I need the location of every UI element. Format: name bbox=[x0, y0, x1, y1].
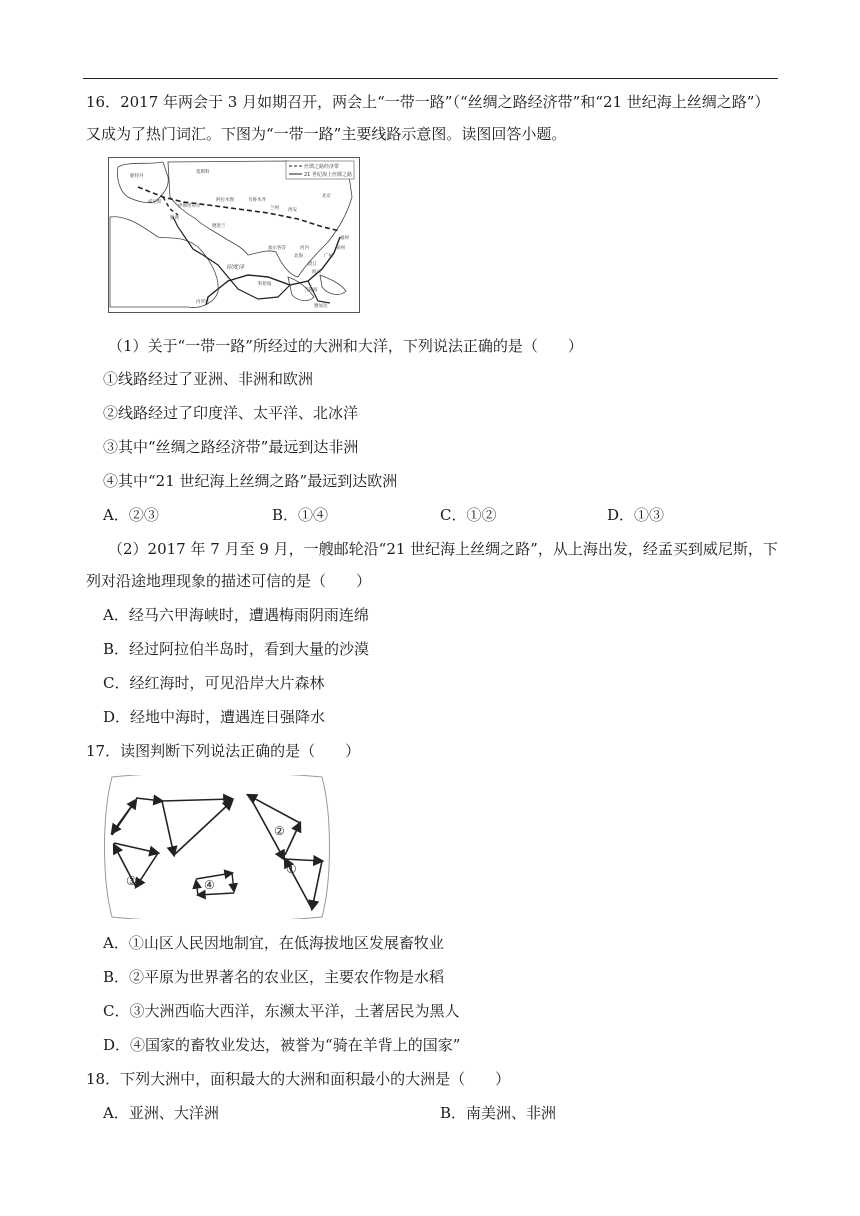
q17-stem: 17．读图判断下列说法正确的是（ ） bbox=[86, 742, 361, 760]
map-label: 北海 bbox=[294, 254, 303, 259]
q16-sub2-option-c[interactable]: C．经红海时，可见沿岸大片森林 bbox=[103, 674, 325, 692]
legend-land-label: 丝绸之路经济带 bbox=[304, 164, 340, 170]
map-label: 雅加达 bbox=[314, 304, 328, 309]
q16-sub2-stem-line1: （2）2017 年 7 月至 9 月，一艘邮轮沿“21 世纪海上丝绸之路”，从上海出发，经孟买到威尼斯，下 bbox=[108, 540, 778, 558]
q16-sub1-option-c[interactable]: C．①② bbox=[440, 506, 497, 524]
q16-statement-4: ④其中“21 世纪海上丝绸之路”最远到达欧洲 bbox=[103, 472, 398, 490]
q18-option-a[interactable]: A．亚洲、大洋洲 bbox=[103, 1104, 219, 1122]
q16-sub2-option-a[interactable]: A．经马六甲海峡时，遭遇梅雨阴雨连绵 bbox=[103, 606, 369, 624]
q16-sub2-option-d[interactable]: D．经地中海时，遭遇连日强降水 bbox=[103, 708, 326, 726]
belt-road-map bbox=[108, 157, 360, 315]
q18-option-b[interactable]: B．南美洲、非洲 bbox=[440, 1104, 557, 1122]
marker-3: ③ bbox=[126, 874, 137, 888]
q16-sub1-stem: （1）关于“一带一路”所经过的大洲和大洋，下列说法正确的是（ ） bbox=[108, 337, 583, 355]
map-label: 鹿特丹 bbox=[130, 174, 144, 179]
map-label: 吉隆坡 bbox=[304, 288, 318, 293]
q18-stem: 18．下列大洲中，面积最大的大洲和面积最小的大洲是（ ） bbox=[86, 1070, 511, 1088]
q16-sub1-option-b[interactable]: B．①④ bbox=[272, 506, 329, 524]
map-label: 加尔各答 bbox=[268, 246, 286, 251]
map-label: 雅典 bbox=[170, 216, 179, 221]
q16-statement-2: ②线路经过了印度洋、太平洋、北冰洋 bbox=[103, 404, 359, 422]
map-label: 伊斯坦布尔 bbox=[178, 204, 201, 209]
map-ocean-label: 印度洋 bbox=[226, 264, 245, 271]
q16-sub2-stem-line2: 列对沿途地理现象的描述可信的是（ ） bbox=[86, 572, 372, 590]
q16-stem-line2: 又成为了热门词汇。下图为“一带一路”主要线路示意图。读图回答小题。 bbox=[86, 125, 567, 143]
q16-stem-line1: 16．2017 年两会于 3 月如期召开，两会上“一带一路”（“丝绸之路经济带”和“21 世纪海上丝绸之路”） bbox=[86, 93, 770, 111]
q16-sub2-option-b[interactable]: B．经过阿拉伯半岛时，看到大量的沙漠 bbox=[103, 640, 370, 658]
marker-4: ④ bbox=[204, 878, 215, 892]
map-label: 阿拉木图 bbox=[216, 198, 234, 203]
marker-2: ② bbox=[274, 824, 285, 838]
map-label: 莫斯科 bbox=[196, 170, 210, 175]
q16-sub1-option-a[interactable]: A．②③ bbox=[103, 506, 159, 524]
map-label: 湛江 bbox=[308, 262, 317, 267]
map-label: 科伦坡 bbox=[258, 282, 272, 287]
q16-statement-1: ①线路经过了亚洲、非洲和欧洲 bbox=[103, 370, 314, 388]
map-label: 海口 bbox=[312, 270, 321, 275]
map-label: 西安 bbox=[288, 208, 297, 213]
map-label: 福州 bbox=[340, 236, 349, 241]
header-rule bbox=[83, 78, 778, 79]
q16-statement-3: ③其中“丝绸之路经济带”最远到达非洲 bbox=[103, 438, 359, 456]
q16-sub1-option-d[interactable]: D．①③ bbox=[607, 506, 665, 524]
map-label: 河内 bbox=[300, 246, 309, 251]
q17-option-a[interactable]: A．①山区人民因地制宜，在低海拔地区发展畜牧业 bbox=[103, 934, 444, 952]
q17-option-b[interactable]: B．②平原为世界著名的农业区，主要农作物是水稻 bbox=[103, 968, 445, 986]
legend-sea-label: 21 世纪海上丝绸之路 bbox=[304, 172, 352, 178]
map-label: 德黑兰 bbox=[212, 224, 226, 229]
map-label: 威尼斯 bbox=[148, 200, 162, 205]
map-label: 北京 bbox=[322, 194, 331, 199]
q17-option-d[interactable]: D．④国家的畜牧业发达，被誉为“骑在羊背上的国家” bbox=[103, 1036, 461, 1054]
map-label: 乌鲁木齐 bbox=[248, 198, 266, 203]
q17-option-c[interactable]: C．③大洲西临大西洋，东濒太平洋，土著居民为黑人 bbox=[103, 1002, 460, 1020]
map-label: 广州 bbox=[324, 254, 333, 259]
continent-arrow-figure bbox=[100, 775, 332, 919]
map-label: 兰州 bbox=[270, 206, 279, 211]
marker-1: ① bbox=[286, 862, 297, 876]
map-label: 泉州 bbox=[336, 246, 345, 251]
map-label: 内罗毕 bbox=[196, 300, 210, 305]
